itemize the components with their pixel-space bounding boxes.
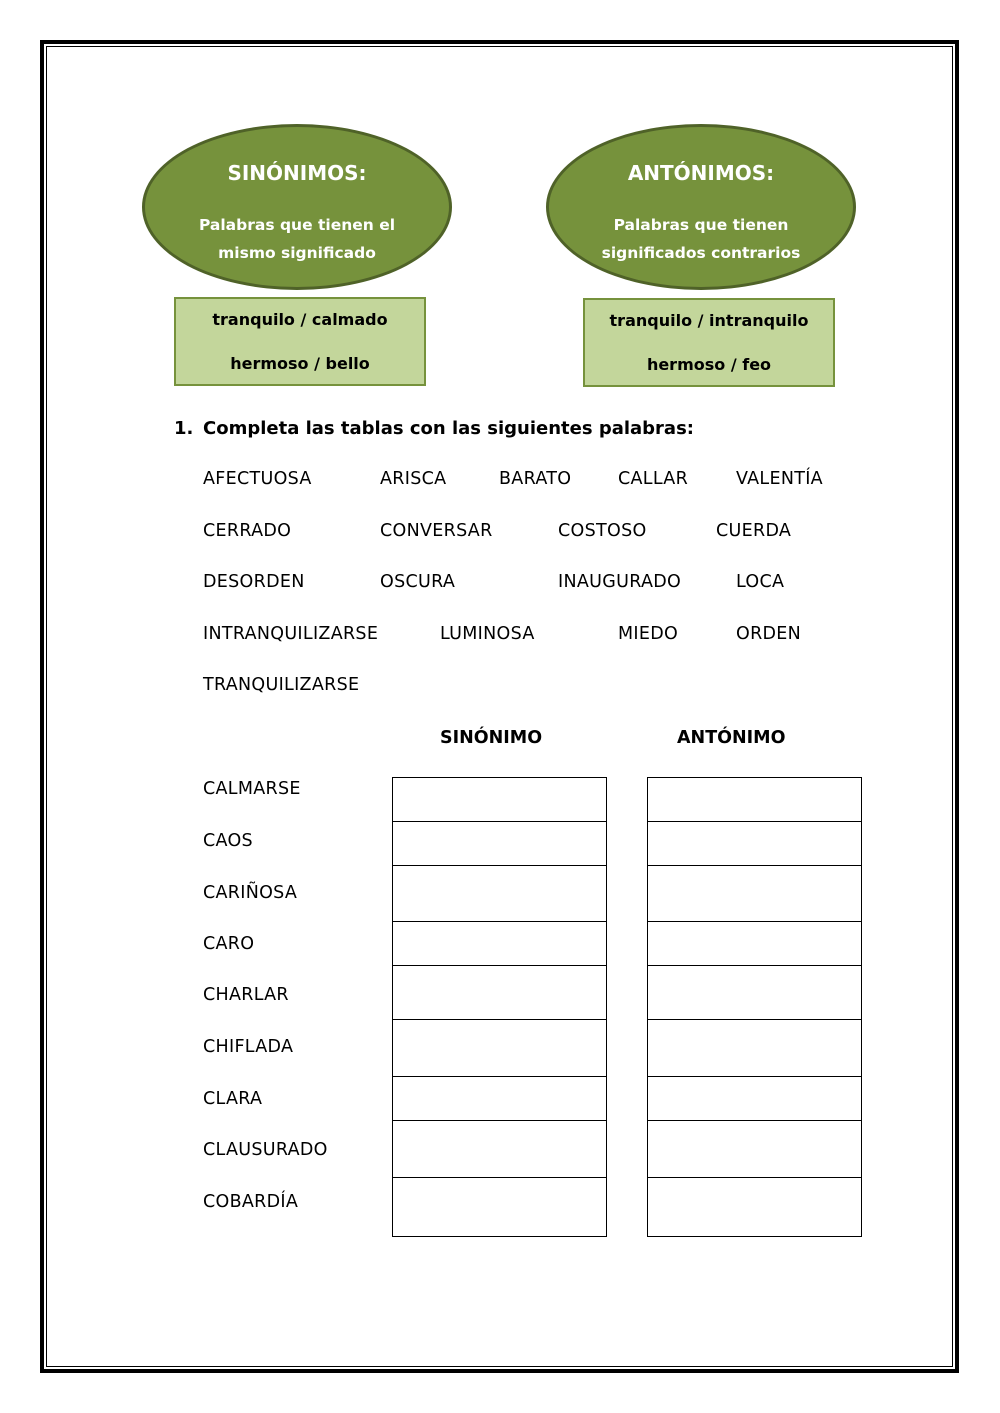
antonym-answer-cell[interactable] [647, 865, 862, 921]
table-row-label: CHIFLADA [203, 1037, 294, 1057]
antonym-example: hermoso / feo [646, 355, 772, 374]
antonym-answer-cell[interactable] [647, 965, 862, 1019]
synonyms-description: Palabras que tienen el mismo significado [198, 216, 396, 262]
synonym-answer-cell[interactable] [392, 921, 607, 965]
antonym-answer-cell[interactable] [647, 1076, 862, 1120]
table-row-label: CARIÑOSA [203, 883, 298, 903]
table-row-label: CLAUSURADO [203, 1140, 328, 1160]
word-bank-item: ORDEN [736, 624, 802, 644]
synonyms-examples-box [174, 297, 426, 386]
table-row-label: CHARLAR [203, 985, 289, 1005]
antonym-column-header: ANTÓNIMO [677, 728, 786, 748]
word-bank-item: LOCA [736, 572, 785, 592]
word-bank-item: TRANQUILIZARSE [203, 675, 360, 695]
synonym-answer-cell[interactable] [392, 777, 607, 821]
word-bank-item: INTRANQUILIZARSE [203, 624, 379, 644]
word-bank-item: ARISCA [380, 469, 447, 489]
word-bank-item: VALENTÍA [736, 469, 823, 489]
antonym-answer-cell[interactable] [647, 1120, 862, 1177]
antonym-answer-cell[interactable] [647, 921, 862, 965]
word-bank-item: LUMINOSA [440, 624, 535, 644]
word-bank-item: INAUGURADO [558, 572, 682, 592]
table-row-label: CALMARSE [203, 779, 301, 799]
synonym-answer-cell[interactable] [392, 821, 607, 865]
word-bank-item: DESORDEN [203, 572, 305, 592]
instruction-text: Completa las tablas con las siguientes palabras: [203, 418, 694, 439]
table-row-label: COBARDÍA [203, 1192, 299, 1212]
synonym-example: tranquilo / calmado [212, 310, 388, 329]
synonyms-definition-oval [142, 124, 452, 290]
synonym-answer-cell[interactable] [392, 1177, 607, 1237]
antonym-answer-cell[interactable] [647, 1177, 862, 1237]
word-bank-item: AFECTUOSA [203, 469, 312, 489]
word-bank-item: CONVERSAR [380, 521, 493, 541]
antonym-answer-cell[interactable] [647, 821, 862, 865]
antonym-example: tranquilo / intranquilo [609, 311, 809, 330]
antonyms-description: Palabras que tienen significados contrarios [601, 216, 801, 262]
word-bank-item: CALLAR [618, 469, 689, 489]
exercise-instruction [174, 418, 694, 439]
word-bank-item: COSTOSO [558, 521, 647, 541]
synonyms-title: SINÓNIMOS: [227, 161, 367, 185]
word-bank-item: CUERDA [716, 521, 792, 541]
table-row-label: CARO [203, 934, 255, 954]
synonym-answer-cell[interactable] [392, 965, 607, 1019]
synonym-answer-cell[interactable] [392, 1076, 607, 1120]
exercise-number: 1. [174, 418, 194, 439]
antonyms-examples-box [583, 298, 835, 387]
word-bank-item: BARATO [499, 469, 572, 489]
synonym-column-header: SINÓNIMO [440, 728, 543, 748]
synonym-example: hermoso / bello [230, 354, 370, 373]
synonym-answer-cell[interactable] [392, 865, 607, 921]
synonym-answer-cell[interactable] [392, 1120, 607, 1177]
table-row-label: CAOS [203, 831, 253, 851]
word-bank-item: MIEDO [618, 624, 679, 644]
word-bank-item: CERRADO [203, 521, 292, 541]
word-bank-item: OSCURA [380, 572, 456, 592]
synonym-answer-cell[interactable] [392, 1019, 607, 1076]
table-row-label: CLARA [203, 1089, 263, 1109]
antonym-answer-cell[interactable] [647, 777, 862, 821]
antonyms-title: ANTÓNIMOS: [627, 161, 775, 185]
antonym-answer-cell[interactable] [647, 1019, 862, 1076]
antonyms-definition-oval [546, 124, 856, 290]
